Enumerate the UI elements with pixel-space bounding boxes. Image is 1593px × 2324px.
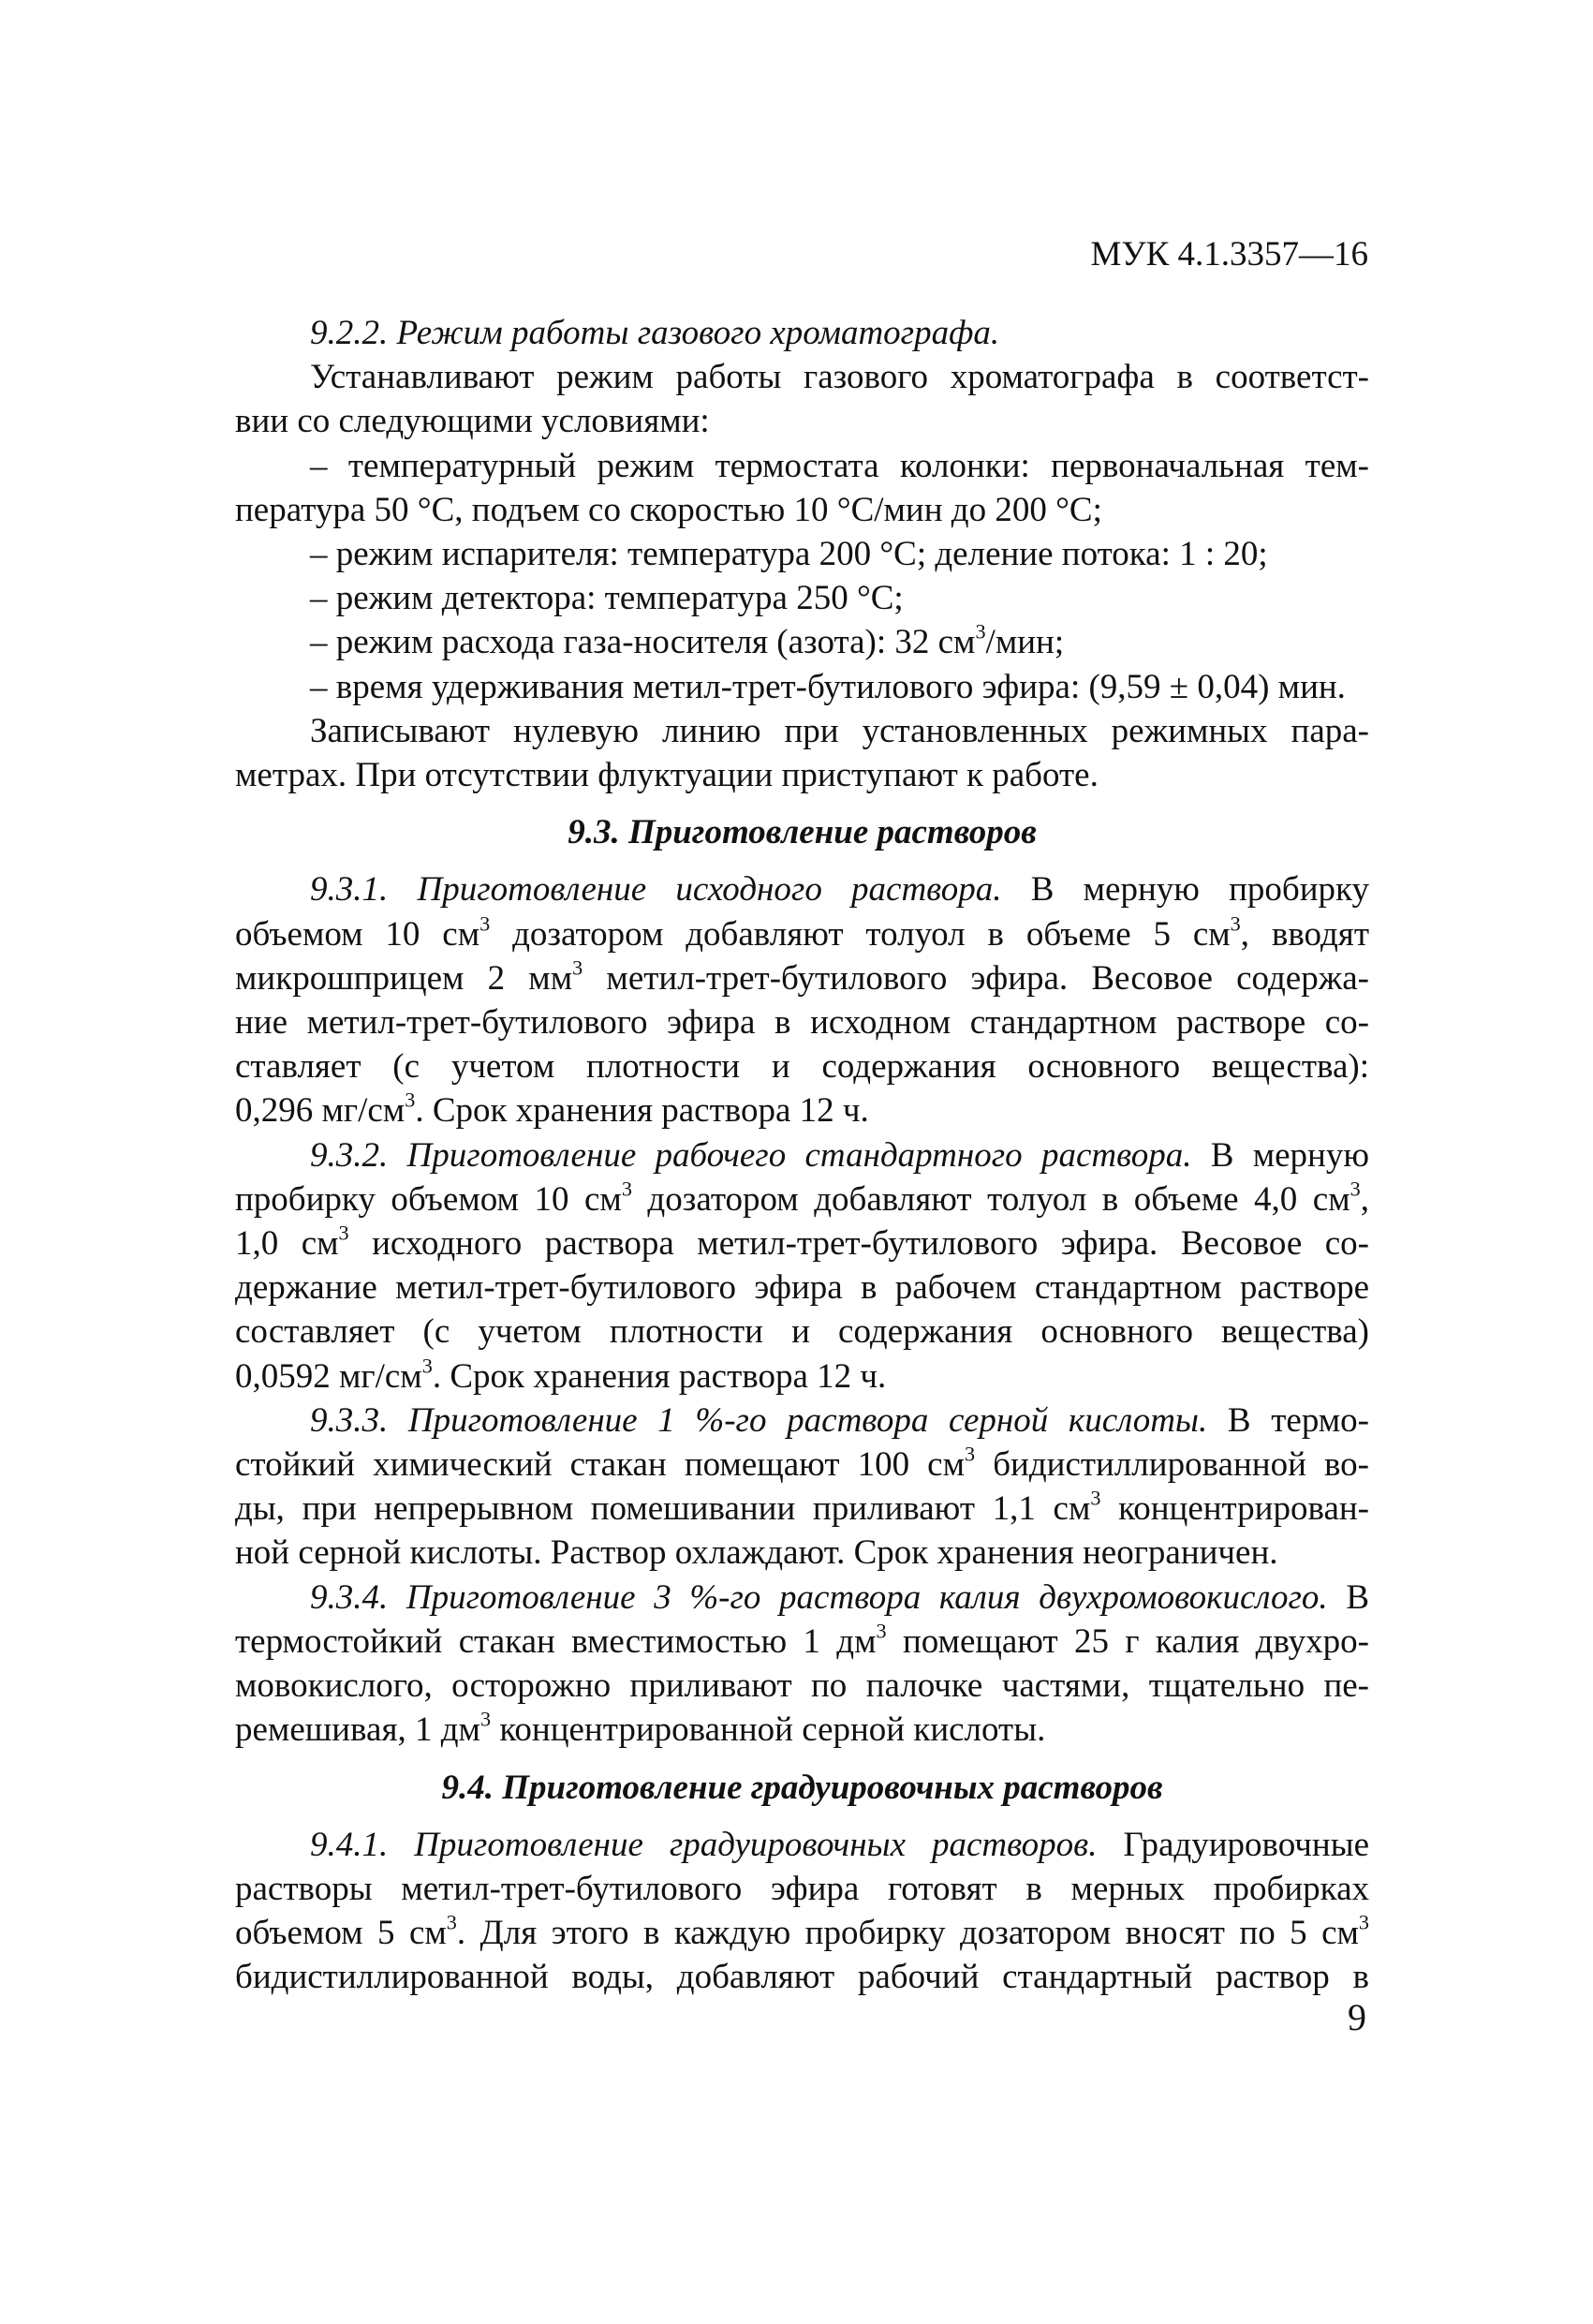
subsection-title-9-2-2: 9.2.2. Режим работы газового хроматографа.: [310, 314, 1000, 352]
text-line: пература 50 °С, подъем со скоростью 10 °С/мин до 200 °С;: [235, 490, 1102, 529]
text-line: ставляет (с учетом плотности и содержания основного вещества):: [235, 1047, 1369, 1087]
list-item-thermostat: – температурный режим термостата колонки: первоначальная тем-: [310, 446, 1369, 485]
list-item-detector: – режим детектора: температура 250 °С;: [310, 579, 904, 618]
page-content: [235, 311, 1369, 2000]
text-line: Устанавливают режим работы газового хроматографа в соответст-: [310, 358, 1369, 397]
text-line: 0,296 $мг/см^3$. Срок хранения раствора 12 ч.: [235, 1088, 869, 1131]
text-line: растворы метил-трет-бутилового эфира готовят в мерных пробирках: [235, 1869, 1369, 1908]
document-code: МУК 4.1.3357—16: [1090, 235, 1368, 274]
text-line: 0,0592 $мг/см^3$. Срок хранения раствора 12 ч.: [235, 1354, 887, 1396]
list-item-retention-time: – время удерживания метил-трет-бутилового эфира: (9,59 ± 0,04) мин.: [310, 667, 1346, 706]
text-line: бидистиллированной воды, добавляют рабочий стандартный раствор в: [235, 1958, 1369, 1997]
text-line: объемом 10 $см^3$ дозатором добавляют толуол в объеме 5 $см^3$, вводят: [235, 911, 1369, 954]
text-line: микрошприцем 2 $мм^3$ метил-трет-бутилового эфира. Весовое содержа-: [235, 955, 1370, 998]
text-line: составляет (с учетом плотности и содержания основного вещества): [235, 1312, 1369, 1352]
section-heading-9-4: 9.4. Приготовление градуировочных растворов: [441, 1768, 1163, 1807]
text-line: вии со следующими условиями:: [235, 402, 710, 441]
page-number: 9: [1348, 1996, 1366, 2038]
text-line: ремешивая, 1 $дм^3$ концентрированной серной кислоты.: [235, 1707, 1046, 1750]
text-line: 1,0 $см^3$ исходного раствора метил-трет-бутилового эфира. Весовое со-: [235, 1221, 1369, 1264]
text-line: Записывают нулевую линию при установленных режимных пара-: [310, 711, 1369, 750]
text-line: термостойкий стакан вместимостью 1 $дм^3$ помещают 25 г калия двухро-: [235, 1619, 1369, 1661]
text-line: ной серной кислоты. Раствор охлаждают. Срок хранения неограничен.: [235, 1533, 1278, 1573]
paragraph-9-3-3: 9.3.3. Приготовление 1 %-го раствора серной кислоты. В термо-: [310, 1400, 1369, 1440]
text-line: стойкий химический стакан помещают 100 $см^3$ бидистиллированной во-: [235, 1442, 1370, 1485]
text-line: ды, при непрерывном помешивании приливают 1,1 $см^3$ концентрирован-: [235, 1486, 1369, 1529]
text-line: мовокислого, осторожно приливают по палочке частями, тщательно пе-: [235, 1666, 1369, 1706]
paragraph-9-3-2: 9.3.2. Приготовление рабочего стандартного раствора. В мерную: [310, 1135, 1369, 1175]
paragraph-9-4-1: 9.4.1. Приготовление градуировочных растворов. Градуировочные: [310, 1825, 1370, 1864]
section-heading-9-3: 9.3. Приготовление растворов: [568, 813, 1037, 852]
paragraph-9-3-4: 9.3.4. Приготовление 3 %-го раствора калия двухромовокислого. В: [310, 1577, 1370, 1617]
list-item-evaporator: – режим испарителя: температура 200 °С; деление потока: 1 : 20;: [310, 535, 1268, 574]
text-line: объемом 5 $см^3$. Для этого в каждую пробирку дозатором вносят по 5 $см^3$: [235, 1910, 1369, 1953]
text-line: держание метил-трет-бутилового эфира в рабочем стандартном растворе: [235, 1268, 1369, 1308]
text-line: ние метил-трет-бутилового эфира в исходном стандартном растворе со-: [235, 1003, 1369, 1043]
text-line: пробирку объемом 10 $см^3$ дозатором добавляют толуол в объеме 4,0 $см^3$,: [235, 1177, 1369, 1219]
paragraph-9-3-1: 9.3.1. Приготовление исходного раствора. В мерную пробирку: [310, 870, 1369, 910]
list-item-carrier-gas: – режим расхода газа-носителя (азота): 32 $см^3$/мин;: [310, 619, 1065, 662]
text-line: метрах. При отсутствии флуктуации приступают к работе.: [235, 756, 1099, 795]
